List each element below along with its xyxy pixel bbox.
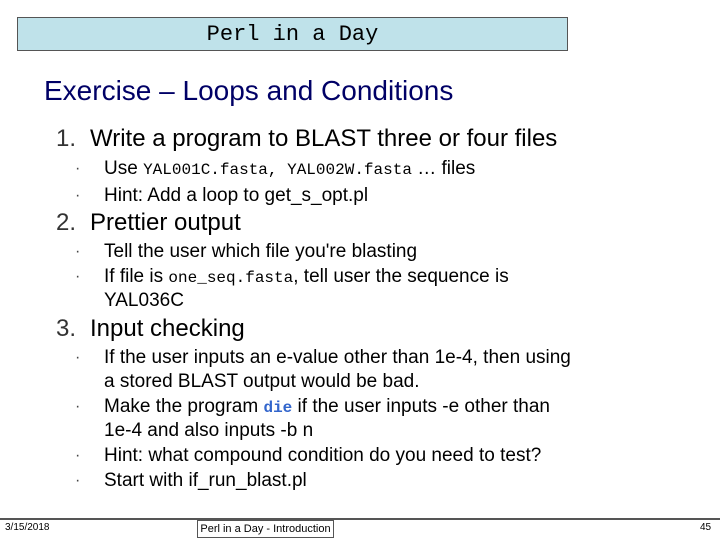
footer-date: 3/15/2018	[5, 522, 50, 533]
header-banner	[17, 17, 568, 51]
code-text: YAL001C.fasta, YAL002W.fasta	[143, 161, 412, 179]
list-item-2	[56, 209, 241, 237]
footer-divider	[0, 518, 720, 520]
code-text: one_seq.fasta	[168, 269, 294, 287]
bullet-icon: ·	[75, 268, 81, 285]
item-text: Write a program to BLAST three or four files	[90, 125, 558, 152]
code-keyword: die	[263, 399, 293, 417]
banner-title: Perl in a Day	[206, 22, 379, 47]
bullet-icon: ·	[75, 398, 81, 415]
slide-title: Exercise – Loops and Conditions	[44, 75, 454, 106]
bullet-icon: ·	[75, 349, 81, 366]
item-number: 2.	[56, 209, 77, 236]
list-item-1	[56, 125, 557, 153]
bullet-icon: ·	[75, 160, 81, 177]
item-number: 1.	[56, 125, 77, 152]
bullet-icon: ·	[75, 243, 81, 260]
bullet-icon: ·	[75, 472, 81, 489]
bullet-icon: ·	[75, 187, 81, 204]
item-text: Prettier output	[90, 209, 241, 236]
footer-title: Perl in a Day - Introduction	[197, 520, 334, 538]
list-item-3	[56, 315, 245, 343]
sub-item-continuation: 1e-4 and also inputs -b n	[104, 420, 314, 441]
item-number: 3.	[56, 315, 77, 342]
bullet-icon: ·	[75, 447, 81, 464]
sub-item-continuation: a stored BLAST output would be bad.	[104, 371, 420, 392]
item-text: Input checking	[90, 315, 245, 342]
sub-item-continuation: YAL036C	[104, 290, 184, 311]
page-number: 45	[700, 522, 712, 533]
